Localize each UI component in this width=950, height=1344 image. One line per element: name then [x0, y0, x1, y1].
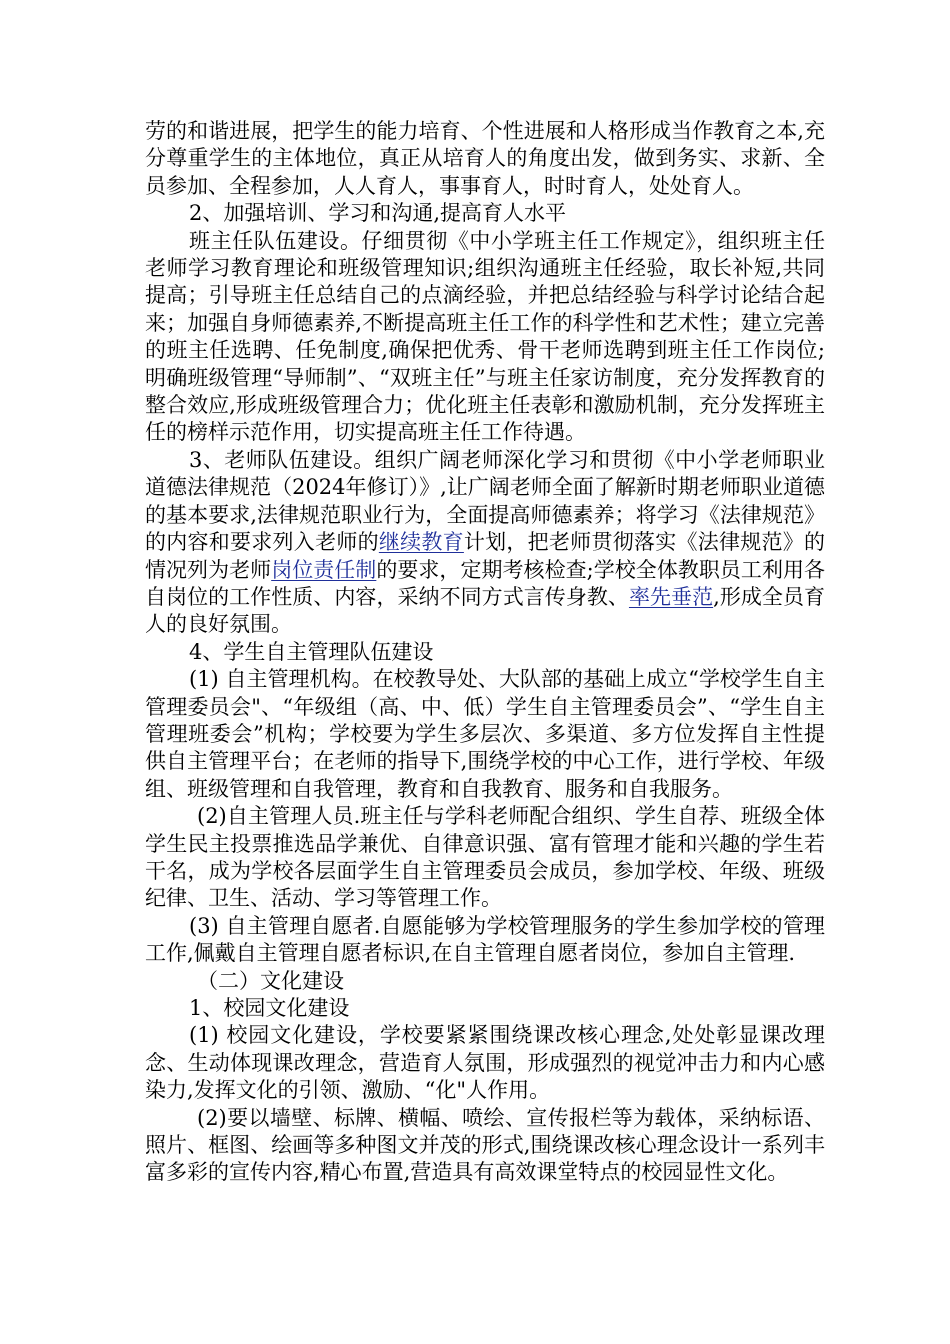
- paragraph-text: (1) 自主管理机构。在校教导处、大队部的基础上成立“学校学生自主管理委员会"、“年级组（高、中、低）学生自主管理委员会”、“学生自主管理班委会”机构；学校要为学生多层次、多渠道、多方位发挥自主性提供自主管理平台；在老师的指导下,围绕学校的中心工作，进行学校、年级组、班级管理和自我管理，教育和自我教育、服务和自我服务。: [145, 667, 825, 801]
- link-lead-by-example[interactable]: 率先垂范: [628, 584, 714, 609]
- paragraph-text: 班主任队伍建设。仔细贯彻《中小学班主任工作规定》，组织班主任老师学习教育理论和班级管理知识;组织沟通班主任经验，取长补短,共同提高；引导班主任总结自己的点滴经验，并把总结经验与科学讨论结合起来；加强自身师德素养,不断提高班主任工作的科学性和艺术性；建立完善的班主任选聘、任免制度,确保把优秀、骨干老师选聘到班主任工作岗位;明确班级管理“导师制”、“双班主任”与班主任家访制度，充分发挥教育的整合效应,形成班级管理合力；优化班主任表彰和激励机制，充分发挥班主任的榜样示范作用，切实提高班主任工作待遇。: [145, 228, 825, 445]
- paragraph-text: 计划，把老师贯彻落实《法律规范》的情况列为老师: [145, 530, 826, 582]
- paragraph-text: 3、老师队伍建设。组织广阔老师深化学习和贯彻《中小学老师职业道德法律规范（2024年修订）》,让广阔老师全面了解新时期老师职业道德的基本要求,法律规范职业行为，全面提高师德素养；将学习《法律规范》的内容和要求列入老师的: [145, 447, 825, 555]
- paragraph-text: 4、学生自主管理队伍建设: [189, 639, 434, 664]
- link-job-responsibility[interactable]: 岗位责任制: [271, 557, 377, 582]
- paragraph-text: 的要求，定期考核检查;学校全体教职员工利用各自岗位的工作性质、内容，采纳不同方式言传身教、: [145, 557, 826, 609]
- paragraph-text: (2)自主管理人员.班主任与学科老师配合组织、学生自荐、班级全体学生民主投票推选品学兼优、自律意识强、富有管理才能和兴趣的学生若干名，成为学校各层面学生自主管理委员会成员，参加学校、年级、班级纪律、卫生、活动、学习等管理工作。: [145, 804, 825, 911]
- paragraph-p2: [145, 200, 825, 227]
- document-body: [145, 118, 825, 1187]
- paragraph-text: (1) 校园文化建设，学校要紧紧围绕课改核心理念,处处彰显课改理念、生动体现课改理念，营造育人氛围，形成强烈的视觉冲击力和内心感染力,发挥文化的引领、激励、“化"人作用。: [145, 1023, 825, 1103]
- paragraph-text: (3) 自主管理自愿者.自愿能够为学校管理服务的学生参加学校的管理工作,佩戴自主管理自愿者标识,在自主管理自愿者岗位，参加自主管理.: [145, 913, 825, 966]
- paragraph-text: ,形成全员育人的良好氛围。: [145, 584, 826, 637]
- paragraph-p9: [145, 968, 825, 995]
- paragraph-text: 1、校园文化建设: [189, 996, 350, 1020]
- paragraph-p5: [145, 639, 825, 666]
- paragraph-p11: [145, 1022, 825, 1104]
- paragraph-p4: [145, 447, 825, 639]
- paragraph-text: 劳的和谐进展，把学生的能力培育、个性进展和人格形成当作教育之本,充分尊重学生的主体地位，真正从培育人的角度出发，做到务实、求新、全员参加、全程参加，人人育人，事事育人，时时育人，处处育人。: [145, 119, 825, 198]
- paragraph-text: (2)要以墙壁、标牌、横幅、喷绘、宣传报栏等为载体，采纳标语、照片、框图、绘画等多种图文并茂的形式,围绕课改核心理念设计一系列丰富多彩的宣传内容,精心布置,营造具有高效课堂特点的校园显性文化。: [145, 1105, 825, 1185]
- paragraph-p1: [145, 118, 825, 200]
- link-continuing-education[interactable]: 继续教育: [378, 530, 464, 555]
- paragraph-text: （二）文化建设: [197, 968, 344, 993]
- paragraph-p6: [145, 666, 825, 803]
- paragraph-p3: [145, 228, 825, 447]
- paragraph-p8: [145, 913, 825, 968]
- paragraph-p7: [145, 803, 825, 913]
- paragraph-p12: [145, 1105, 825, 1187]
- paragraph-text: 2、加强培训、学习和沟通,提高育人水平: [189, 201, 567, 226]
- paragraph-p10: [145, 995, 825, 1022]
